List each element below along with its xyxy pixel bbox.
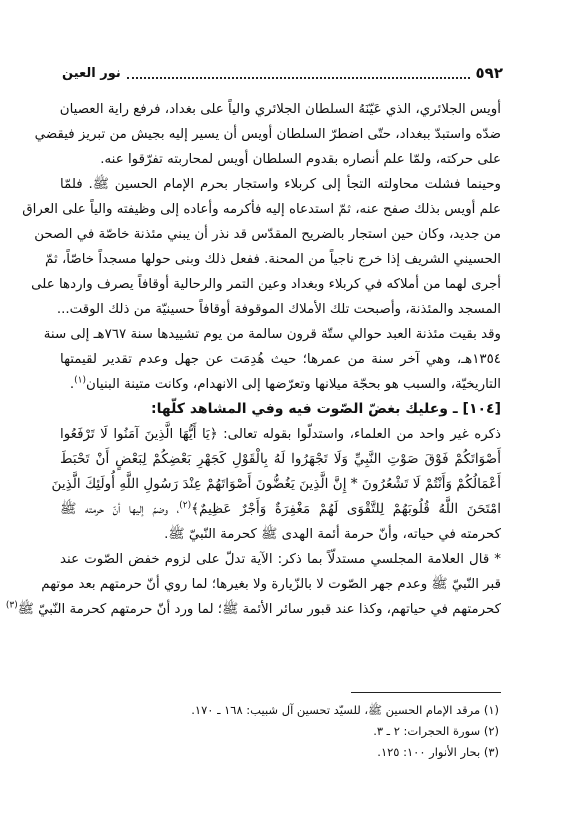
footnote: (٢) سورة الحجرات: ٢ ـ ٣. (373, 724, 499, 738)
text-line: المسجد والمئذنة، وأصبحت تلك الأملاك الموقوفة أوقافاً حسينيّة من ذلك الوقت... (56, 302, 501, 317)
quran-verse-line: أَعْمَالُكُمْ وَأَنْتُمْ لَا تَشْعُرُونَ * إِنَّ الَّذِينَ يَغُضُّونَ أَصْوَاتَهُمْ عِنْدَ رَسُولِ اللَّهِ أُولَئِكَ الَّذِينَ (51, 476, 501, 492)
book-title: نور العين (62, 65, 121, 81)
text-line: الحسيني الشريف إذا خرج ناجياً من المحنة. ففعل ذلك وبنى حولها مسجداً خاصّاً، ثمّ (45, 252, 501, 267)
line-tail: . (69, 377, 75, 392)
text-line: وقد بقيت مئذنة العبد حوالي ستّة قرون سالمة من يوم تشييدها سنة ٧٦٧هـ إلى سنة (43, 327, 501, 342)
running-header (62, 64, 503, 82)
text-line: أجرى لهما من أملاكه في كربلاء وبغداد وعين التمر والرحالية أوقافاً يصرف واردها على (31, 277, 501, 292)
footnotes (60, 700, 499, 763)
text-line: ذكره غير واحد من العلماء، واستدلّوا بقوله تعالى: ﴿يَا أَيُّهَا الَّذِينَ آمَنُوا لَا تَرْفَعُوا (60, 427, 501, 442)
body-text (5, 97, 502, 622)
text-line-with-note (60, 372, 501, 397)
text-line-with-note (5, 597, 501, 622)
text-line: علم أويس بذلك صفح عنه، ثمّ استدعاه إليه فأكرمه وأعاده إلى وظيفته والياً على العراق (22, 202, 501, 217)
section-heading: [١٠٤] ـ وعليك بغضّ الصّوت فيه وفي المشاهد كلّها: (150, 401, 501, 417)
text-line: * قال العلامة المجلسي مستدلّاً بما ذكر: الآية تدلّ على لزوم خفض الصّوت عند (60, 552, 501, 567)
footnote: (١) مرقد الإمام الحسين ﷺ، للسيّد تحسين آل شبيب: ١٦٨ ـ ١٧٠. (191, 703, 499, 717)
text-line: كحرمته في حياته، وأنّ حرمة أئمة الهدى ﷺ كحرمة النّبيّ ﷺ. (164, 527, 501, 542)
quran-verse-line: امْتَحَنَ اللَّهُ قُلُوبَهُمْ لِلتَّقْوَى لَهُمْ مَغْفِرَةٌ وَأَجْرٌ عَظِيمٌ﴾$^{(٢)}$، وضمّ إليها أنّ حرمته ﷺ (60, 500, 502, 517)
line-text: التاريخيّة، والسبب هو بحجّة ميلانها وتعرّضها إلى الانهدام، وكانت متينة البنيان (86, 377, 501, 392)
footnote: (٣) بحار الأنوار ١٠٠: ١٢٥. (377, 745, 499, 759)
footnote-separator (351, 692, 501, 693)
header-dotted-leader (127, 68, 470, 79)
footnote-mark-3: (٣) (5, 600, 18, 611)
text-line: من جديد، وكان حين استجار بالضريح المقدّس قد نذر أن يبني مئذنة خاصّة في الصحن (34, 227, 501, 242)
text-line: على حركته، ولمّا علم أنصاره بقدوم السلطان أويس لمحاربته تفرّقوا عنه. (100, 152, 501, 167)
text-line: ضدّه واستبدّ ببغداد، حتّى اضطرّ السلطان أويس أن يسير إليه بجيش من تبريز فيقضي (34, 127, 501, 142)
footnote-mark-2: (٢) (179, 500, 192, 511)
text-line: ١٣٥٤هـ، وهي آخر سنة من عمرها؛ حيث هُدِمَت عن جهل وعدم تقدير لقيمتها (60, 352, 501, 367)
line-text: كحرمتهم في حياتهم، وكذا عند قبور سائر الأئمة ﷺ؛ لما ورد أنّ حرمتهم كحرمة النّبيّ ﷺ (17, 602, 501, 617)
text-line: وحينما فشلت محاولته التجأ إلى كربلاء واستجار بحرم الإمام الحسين ﷺ. فلمّا (60, 177, 501, 192)
text-line: قبر النّبيّ ﷺ وعدم جهر الصّوت لا بالزّيارة ولا بغيرها؛ لما روي أنّ حرمتهم بعد موتهم (41, 577, 501, 592)
text-line: أويس الجلائري، الذي عَيّنَهُ السلطان الجلائري والياً على بغداد، فرفع راية العصيان (59, 102, 501, 117)
footnote-mark-1: (١) (74, 375, 87, 386)
quran-verse-line: أَصْوَاتَكُمْ فَوْقَ صَوْتِ النَّبِيِّ وَلَا تَجْهَرُوا لَهُ بِالْقَوْلِ كَجَهْرِ بَعْضِكُمْ لِبَعْضٍ أَنْ تَحْبَطَ (60, 451, 501, 467)
page-number: ٥٩٢ (475, 64, 503, 82)
